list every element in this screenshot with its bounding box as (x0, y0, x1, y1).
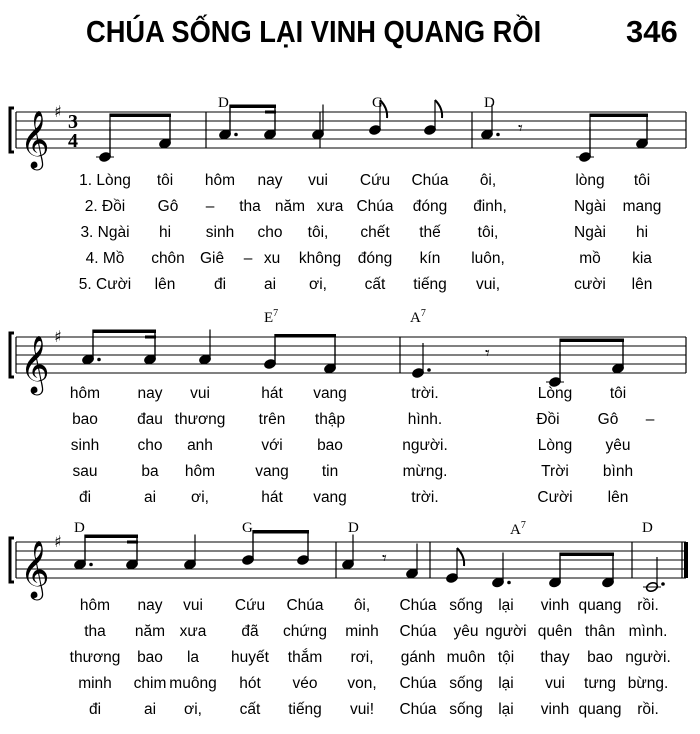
treble-clef-icon: 𝄞 (20, 540, 50, 598)
lyric-syllable: kín (419, 250, 441, 267)
lyric-syllable: 3. Ngài (80, 224, 130, 241)
lyric-syllable: thập (314, 411, 346, 428)
beam (275, 334, 336, 338)
chord-symbol: D (74, 520, 85, 536)
lyric-syllable: mình. (628, 623, 668, 640)
beam (590, 114, 648, 118)
lyric-syllable: cho (257, 224, 283, 241)
lyric-syllable: xưa (179, 623, 207, 640)
chord-symbol: D (218, 95, 229, 111)
lyric-syllable: bao (72, 411, 98, 428)
lyric-syllable: tiếng (413, 276, 447, 293)
lyric-syllable: tôi (609, 385, 627, 402)
chord-symbol: D (642, 520, 653, 536)
lyric-syllable: lên (607, 489, 629, 506)
lyric-syllable: hát (261, 385, 283, 402)
lyric-syllable: trên (258, 411, 286, 428)
chord-symbol: D (484, 95, 495, 111)
lyric-syllable: tưng (584, 675, 616, 692)
time-signature-bottom: 4 (68, 130, 78, 152)
lyric-syllable: tội (497, 649, 515, 666)
lyric-syllable: lòng (575, 172, 605, 189)
lyric-syllable: Đồi (536, 411, 560, 428)
lyric-syllable: chim (133, 675, 167, 692)
augmentation-dot (89, 563, 93, 567)
lyric-syllable: nay (137, 597, 163, 614)
lyric-syllable: hôm (79, 597, 111, 614)
augmentation-dot (234, 133, 238, 137)
lyric-syllable: đau (137, 411, 163, 428)
lyric-syllable: yêu (453, 623, 479, 640)
augmentation-dot (661, 582, 665, 586)
augmentation-dot (427, 368, 431, 372)
lyric-syllable: minh (345, 623, 379, 640)
lyric-syllable: tha (239, 198, 261, 215)
lyric-syllable: thắm (287, 649, 323, 666)
lyric-syllable: sau (72, 463, 98, 480)
lyric-syllable: rồi. (637, 701, 659, 718)
chord-symbol: $E^7$ (264, 308, 279, 326)
lyric-syllable: ba (141, 463, 159, 480)
lyric-syllable: năm (274, 198, 306, 215)
beam (93, 330, 156, 334)
lyric-syllable: quang (578, 597, 622, 614)
lyric-syllable: von, (347, 675, 377, 692)
lyric-syllable: đóng (357, 250, 393, 267)
lyric-syllable: quên (537, 623, 573, 640)
lyric-syllable: lại (498, 597, 514, 614)
chord-symbol: $A^7$ (510, 520, 526, 538)
treble-clef-icon: 𝄞 (20, 110, 50, 168)
lyric-syllable: 5. Cười (78, 276, 132, 293)
system-bracket (10, 538, 14, 582)
lyric-syllable: xưa (316, 198, 344, 215)
lyric-syllable: Gô (597, 411, 619, 428)
lyric-syllable: hình. (407, 411, 443, 428)
system-bracket (10, 108, 14, 152)
lyric-syllable: 4. Mồ (85, 250, 125, 267)
lyric-syllable: Trời (541, 463, 569, 480)
song-number: 346 (626, 14, 678, 49)
lyric-syllable: ơi, (309, 276, 327, 293)
lyric-syllable: hát (261, 489, 283, 506)
lyric-syllable: mang (622, 198, 662, 215)
lyric-syllable: bình (602, 463, 634, 480)
lyric-syllable: Ngài (574, 198, 606, 215)
lyric-syllable: Lòng (537, 385, 573, 402)
chord-symbol: $A^7$ (410, 308, 426, 326)
lyric-syllable: sinh (70, 437, 100, 454)
lyric-syllable: đinh, (473, 198, 507, 215)
beam (560, 339, 624, 343)
lyric-syllable: bao (317, 437, 343, 454)
lyric-syllable: sống (449, 675, 483, 692)
lyric-syllable: bao (587, 649, 613, 666)
lyric-syllable: chôn (151, 250, 185, 267)
lyric-syllable: Gô (157, 198, 179, 215)
lyric-syllable: vui (183, 597, 203, 614)
lyric-syllable: đóng (412, 198, 448, 215)
lyric-syllable: lại (498, 675, 514, 692)
lyric-syllable: vui, (475, 276, 501, 293)
sharp-icon: ♯ (54, 532, 62, 551)
lyric-syllable: la (186, 649, 200, 666)
lyric-syllable: hôm (69, 385, 101, 402)
lyric-syllable: đi (88, 701, 102, 718)
lyric-syllable: – (205, 198, 215, 215)
lyric-syllable: rồi. (637, 597, 659, 614)
lyric-syllable: thế (419, 224, 441, 241)
lyric-syllable: luôn, (471, 250, 505, 267)
lyric-syllable: ai (143, 701, 157, 718)
lyric-syllable: huyết (231, 649, 269, 666)
sixteenth-beam (127, 541, 138, 544)
lyric-syllable: bao (137, 649, 163, 666)
lyric-syllable: vui (545, 675, 565, 692)
lyric-syllable: tôi (633, 172, 651, 189)
lyric-syllable: người (485, 623, 527, 640)
lyric-syllable: vui (190, 385, 210, 402)
lyric-syllable: trời. (411, 489, 439, 506)
staff-system-2 (0, 315, 700, 395)
lyric-syllable: cất (364, 276, 386, 293)
lyric-syllable: ơi, (184, 701, 202, 718)
treble-clef-icon: 𝄞 (20, 335, 50, 393)
lyric-syllable: gánh (400, 649, 436, 666)
song-title: CHÚA SỐNG LẠI VINH QUANG RỒI (86, 14, 542, 49)
staff-system-1 (0, 90, 700, 170)
chord-symbol: G (372, 95, 383, 111)
augmentation-dot (507, 581, 511, 585)
lyric-syllable: hôm (184, 463, 216, 480)
lyric-syllable: tôi, (307, 224, 329, 241)
lyric-syllable: ôi, (479, 172, 497, 189)
lyric-syllable: đi (213, 276, 227, 293)
lyric-syllable: Chúa (286, 597, 324, 614)
lyric-syllable: hót (239, 675, 261, 692)
augmentation-dot (496, 133, 500, 137)
lyric-syllable: lại (498, 701, 514, 718)
lyric-syllable: tiếng (288, 701, 322, 718)
lyric-syllable: vang (313, 489, 347, 506)
eighth-rest-icon: 𝄾 (382, 548, 387, 569)
lyric-syllable: nay (257, 172, 283, 189)
lyric-syllable: yêu (605, 437, 631, 454)
lyric-syllable: Cứu (234, 597, 266, 614)
lyric-syllable: nay (137, 385, 163, 402)
final-barline-thick (684, 542, 688, 578)
lyric-syllable: thân (584, 623, 616, 640)
lyric-syllable: – (645, 411, 655, 428)
augmentation-dot (97, 358, 101, 362)
chord-symbol: D (348, 520, 359, 536)
lyric-syllable: lên (631, 276, 653, 293)
lyric-syllable: chết (360, 224, 390, 241)
eighth-rest-icon: 𝄾 (485, 343, 490, 364)
lyric-syllable: hôm (204, 172, 236, 189)
lyric-syllable: vinh (540, 597, 570, 614)
lyric-syllable: đi (78, 489, 92, 506)
lyric-syllable: ơi, (191, 489, 209, 506)
lyric-syllable: tôi (156, 172, 174, 189)
lyric-syllable: hi (158, 224, 172, 241)
lyric-syllable: năm (134, 623, 166, 640)
lyric-syllable: vang (313, 385, 347, 402)
lyric-syllable: Ngài (574, 224, 606, 241)
lyric-syllable: tha (84, 623, 106, 640)
lyric-syllable: Chúa (356, 198, 394, 215)
lyric-syllable: hi (635, 224, 649, 241)
lyric-syllable: sống (449, 597, 483, 614)
lyric-syllable: Chúa (399, 623, 437, 640)
lyric-syllable: vui (308, 172, 328, 189)
lyric-syllable: kia (632, 250, 652, 267)
lyric-syllable: trời. (411, 385, 439, 402)
beam (560, 553, 614, 557)
lyric-syllable: người. (402, 437, 448, 454)
lyric-syllable: ôi, (353, 597, 371, 614)
lyric-syllable: ai (143, 489, 157, 506)
chord-symbol: G (242, 520, 253, 536)
lyric-syllable: vinh (540, 701, 570, 718)
sixteenth-beam (265, 111, 276, 114)
lyric-syllable: rơi, (350, 649, 374, 666)
lyric-syllable: Chúa (399, 597, 437, 614)
lyric-syllable: – (243, 250, 253, 267)
sharp-icon: ♯ (54, 327, 62, 346)
system-bracket (10, 333, 14, 377)
lyric-syllable: 2. Đồi (84, 198, 126, 215)
lyric-syllable: thay (540, 649, 570, 666)
beam (110, 114, 171, 118)
lyric-syllable: vang (255, 463, 289, 480)
lyric-syllable: cất (239, 701, 261, 718)
lyric-syllable: cho (137, 437, 163, 454)
lyric-syllable: xu (263, 250, 281, 267)
sixteenth-beam (145, 336, 156, 339)
lyric-syllable: muôn (446, 649, 486, 666)
lyric-syllable: Cười (537, 489, 573, 506)
lyric-syllable: mồ (579, 250, 601, 267)
lyric-syllable: ai (263, 276, 277, 293)
lyric-syllable: thương (69, 649, 121, 666)
lyric-syllable: thương (174, 411, 226, 428)
lyric-syllable: đã (241, 623, 259, 640)
lyric-syllable: anh (187, 437, 213, 454)
lyric-syllable: tin (321, 463, 339, 480)
lyric-syllable: quang (578, 701, 622, 718)
beam (230, 105, 276, 109)
lyric-syllable: cười (574, 276, 606, 293)
lyric-syllable: minh (78, 675, 112, 692)
lyric-syllable: 1. Lòng (79, 172, 131, 189)
lyric-syllable: Chúa (399, 701, 437, 718)
time-signature-top: 3 (68, 111, 78, 133)
lyric-syllable: Cứu (359, 172, 391, 189)
sharp-icon: ♯ (54, 102, 62, 121)
eighth-rest-icon: 𝄾 (518, 118, 523, 139)
lyric-syllable: Giê (199, 250, 225, 267)
lyric-syllable: vui! (349, 701, 375, 718)
note-flag (435, 100, 442, 118)
lyric-syllable: Chúa (399, 675, 437, 692)
lyric-syllable: mừng. (402, 463, 448, 480)
lyric-syllable: người. (625, 649, 671, 666)
lyric-syllable: bừng. (627, 675, 669, 692)
lyric-syllable: véo (292, 675, 318, 692)
lyric-syllable: Chúa (411, 172, 449, 189)
lyric-syllable: tôi, (477, 224, 499, 241)
beam (85, 535, 138, 539)
lyric-syllable: với (261, 437, 283, 454)
lyric-syllable: Lòng (537, 437, 573, 454)
lyric-syllable: sinh (205, 224, 235, 241)
lyric-syllable: chứng (283, 623, 327, 640)
lyric-syllable: sống (449, 701, 483, 718)
beam (253, 530, 309, 534)
lyric-syllable: lên (154, 276, 176, 293)
lyric-syllable: không (298, 250, 342, 267)
lyric-syllable: muông (169, 675, 217, 692)
